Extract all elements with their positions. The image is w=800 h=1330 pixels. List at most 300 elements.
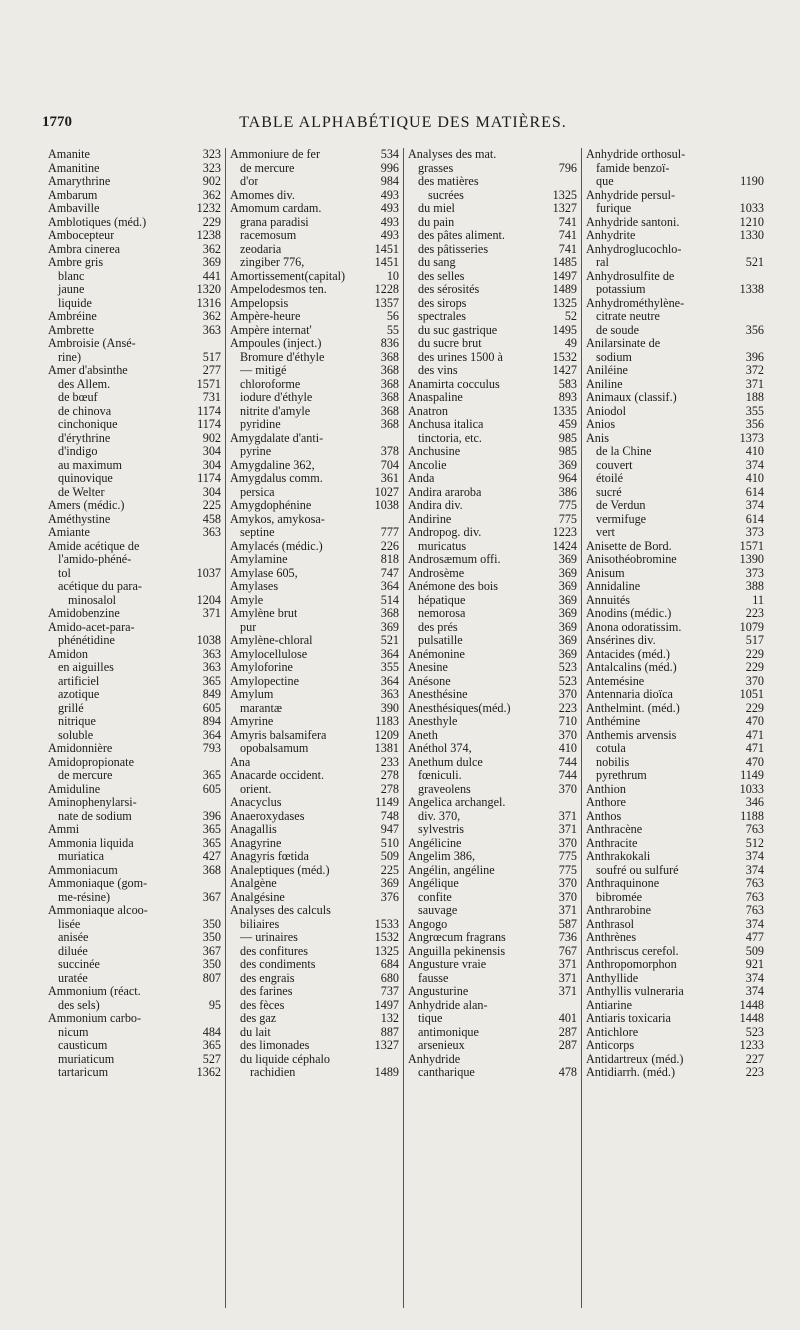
entry-term: Andirine: [408, 512, 452, 526]
index-entry: [586, 148, 764, 162]
index-entry: [230, 486, 399, 500]
entry-term: Anthion: [586, 782, 626, 796]
index-entry: [408, 904, 577, 918]
entry-term: Angelica archangel.: [408, 796, 506, 809]
entry-term: hépatique: [418, 593, 466, 607]
entry-page-ref: 684: [380, 957, 399, 971]
entry-term: muriatica: [58, 850, 105, 863]
entry-term: nicum: [58, 1025, 89, 1039]
index-entry: [586, 243, 764, 257]
entry-term: anisée: [58, 931, 89, 944]
index-entry: [586, 189, 764, 203]
entry-page-ref: 767: [558, 943, 577, 958]
entry-page-ref: 1497: [374, 997, 399, 1012]
entry-term: Antiarine: [586, 998, 633, 1012]
index-entry: [586, 999, 764, 1013]
entry-term: Anthraquinone: [586, 877, 660, 890]
entry-page-ref: 372: [745, 363, 764, 377]
entry-term: Ampoules (inject.): [230, 337, 322, 350]
index-entry: [48, 769, 221, 783]
entry-term: marantæ: [240, 701, 282, 715]
entry-page-ref: 985: [558, 430, 577, 445]
entry-term: Amygdalate d'anti-: [230, 431, 324, 445]
entry-page-ref: 369: [558, 592, 577, 607]
entry-page-ref: 763: [745, 822, 764, 836]
entry-page-ref: 478: [558, 1065, 577, 1079]
entry-page-ref: 374: [745, 984, 764, 998]
index-entry: [230, 999, 399, 1013]
entry-term: Ammi: [48, 823, 80, 836]
entry-term: Analgène: [230, 877, 277, 890]
index-entry: [408, 283, 577, 297]
entry-page-ref: 493: [380, 214, 399, 229]
index-entry: [408, 459, 577, 473]
entry-term: famide benzoï-: [596, 161, 670, 175]
entry-term: vermifuge: [596, 512, 647, 526]
entry-term: que: [596, 175, 614, 188]
index-entry: [48, 621, 221, 635]
index-entry: [230, 648, 399, 662]
entry-page-ref: 1149: [375, 795, 399, 809]
index-entry: [408, 931, 577, 945]
index-entry: [230, 634, 399, 648]
index-entry: [48, 823, 221, 837]
index-entry: [48, 1066, 221, 1080]
entry-page-ref: 1325: [374, 943, 399, 958]
entry-page-ref: 49: [564, 336, 577, 350]
entry-term: Amygdalus comm.: [230, 472, 323, 485]
entry-page-ref: 369: [558, 606, 577, 620]
index-entry: [230, 756, 399, 770]
entry-page-ref: 748: [380, 808, 399, 823]
entry-term: Anthémine: [586, 715, 641, 728]
entry-page-ref: 363: [202, 322, 221, 337]
index-entry: [408, 985, 577, 999]
index-entry: [48, 513, 221, 527]
entry-term: Anacarde occident.: [230, 769, 325, 782]
index-entry: [408, 756, 577, 770]
entry-page-ref: 229: [202, 214, 221, 229]
index-entry: [408, 850, 577, 864]
entry-term: des farines: [240, 985, 293, 998]
index-entry: [230, 810, 399, 824]
index-entry: [48, 1012, 221, 1026]
entry-page-ref: 1174: [197, 403, 221, 418]
index-entry: [230, 391, 399, 405]
index-entry: [586, 202, 764, 216]
entry-page-ref: 887: [380, 1024, 399, 1039]
index-entry: [230, 742, 399, 756]
entry-term: Ammoniaque (gom-: [48, 877, 148, 890]
entry-page-ref: 902: [202, 430, 221, 445]
entry-term: Anagyrine: [230, 836, 282, 850]
entry-page-ref: 605: [202, 781, 221, 796]
entry-term: Anhydride orthosul-: [586, 148, 686, 161]
entry-term: Antemésine: [586, 674, 645, 688]
entry-page-ref: 512: [745, 835, 764, 850]
entry-term: Anona odoratissim.: [586, 620, 682, 634]
entry-term: Amylopectine: [230, 674, 300, 688]
entry-term: causticum: [58, 1039, 108, 1052]
index-entry: [230, 513, 399, 527]
entry-term: Anhydride alan-: [408, 998, 488, 1012]
entry-term: des pâtisseries: [418, 242, 489, 256]
index-entry: [408, 432, 577, 446]
entry-term: sylvestris: [418, 823, 465, 836]
index-entry: [586, 337, 764, 351]
entry-term: Angusture vraie: [408, 958, 487, 971]
entry-term: Antidiarrh. (méd.): [586, 1066, 676, 1079]
entry-page-ref: 370: [558, 876, 577, 890]
entry-term: Anthos: [586, 809, 622, 823]
index-entry: [408, 472, 577, 486]
index-entry: [230, 162, 399, 176]
index-entry: [408, 621, 577, 635]
index-entry: [230, 783, 399, 797]
entry-term: liquide: [58, 296, 92, 310]
entry-page-ref: 1174: [197, 471, 221, 485]
entry-page-ref: 796: [558, 160, 577, 175]
entry-term: azotique: [58, 688, 100, 701]
entry-page-ref: 984: [380, 174, 399, 188]
entry-page-ref: 1038: [374, 498, 399, 512]
index-entry: [408, 675, 577, 689]
entry-term: Angogo: [408, 917, 448, 931]
entry-page-ref: 523: [558, 660, 577, 674]
entry-page-ref: 369: [558, 457, 577, 472]
entry-term: de soude: [596, 323, 639, 337]
entry-page-ref: 614: [745, 511, 764, 526]
entry-page-ref: 534: [380, 148, 399, 161]
index-entry: [230, 324, 399, 338]
entry-term: Anchusa italica: [408, 418, 484, 431]
index-entry: [230, 621, 399, 635]
entry-page-ref: 1037: [196, 565, 221, 580]
entry-term: sucré: [596, 485, 622, 499]
index-entry: [408, 324, 577, 338]
entry-term: cinchonique: [58, 418, 118, 431]
entry-page-ref: 229: [745, 700, 764, 715]
entry-page-ref: 710: [558, 714, 577, 728]
index-entry: [48, 931, 221, 945]
index-entry: [48, 688, 221, 702]
entry-page-ref: 1381: [374, 741, 399, 755]
entry-page-ref: 1357: [374, 295, 399, 310]
entry-term: des pâtes aliment.: [418, 229, 505, 242]
entry-term: des selles: [418, 269, 465, 283]
index-entry: [586, 621, 764, 635]
entry-term: des limonades: [240, 1039, 310, 1052]
entry-page-ref: 369: [558, 646, 577, 661]
index-entry: [586, 472, 764, 486]
index-entry: [408, 580, 577, 594]
entry-page-ref: 363: [380, 687, 399, 701]
index-entry: [48, 1053, 221, 1067]
entry-page-ref: 10: [386, 268, 399, 283]
entry-term: Andropog. div.: [408, 526, 482, 539]
index-entry: [408, 715, 577, 729]
index-entry: [230, 337, 399, 351]
index-entry: [408, 972, 577, 986]
index-entry: [586, 823, 764, 837]
index-entry: [586, 324, 764, 338]
entry-page-ref: 365: [202, 835, 221, 850]
entry-page-ref: 1335: [552, 403, 577, 418]
entry-term: tol: [58, 566, 71, 580]
entry-term: l'amido-phéné-: [58, 553, 132, 566]
entry-page-ref: 737: [380, 984, 399, 998]
index-entry: [48, 675, 221, 689]
entry-term: Amidobenzine: [48, 607, 120, 620]
entry-page-ref: 278: [380, 781, 399, 796]
entry-page-ref: 1330: [739, 228, 764, 242]
entry-term: zeodaria: [240, 242, 282, 256]
index-entry: [586, 715, 764, 729]
index-entry: [586, 702, 764, 716]
entry-page-ref: 365: [202, 1038, 221, 1052]
entry-page-ref: 370: [558, 687, 577, 701]
index-entry: [230, 1012, 399, 1026]
entry-term: Anthrakokali: [586, 850, 651, 863]
index-entry: [586, 391, 764, 405]
index-entry: [586, 796, 764, 810]
entry-term: sucrées: [428, 188, 464, 202]
index-entry: [48, 472, 221, 486]
entry-term: Anthore: [586, 796, 626, 809]
entry-term: rachidien: [250, 1066, 296, 1079]
index-entry: [48, 364, 221, 378]
entry-page-ref: 1316: [196, 295, 221, 310]
entry-page-ref: 1532: [552, 349, 577, 364]
index-entry: [48, 351, 221, 365]
entry-page-ref: 1489: [374, 1065, 399, 1079]
entry-term: div. 370,: [418, 809, 461, 823]
entry-page-ref: 1174: [197, 417, 221, 431]
entry-term: Amomes div.: [230, 188, 295, 202]
entry-page-ref: 1571: [196, 376, 221, 391]
index-entry: [230, 823, 399, 837]
index-entry: [230, 202, 399, 216]
entry-page-ref: 736: [558, 930, 577, 944]
entry-page-ref: 369: [558, 565, 577, 580]
entry-page-ref: 947: [380, 822, 399, 836]
index-entry: [408, 216, 577, 230]
index-entry: [230, 364, 399, 378]
entry-page-ref: 523: [745, 1024, 764, 1039]
index-entry: [230, 837, 399, 851]
entry-page-ref: 56: [386, 309, 399, 323]
entry-page-ref: 368: [380, 376, 399, 391]
entry-term: Anémone des bois: [408, 580, 499, 593]
index-entry: [48, 958, 221, 972]
index-entry: [586, 310, 764, 324]
index-entry: [230, 526, 399, 540]
entry-term: Anthrarobine: [586, 904, 651, 917]
index-entry: [48, 202, 221, 216]
entry-term: Andira div.: [408, 499, 463, 512]
index-entry: [48, 553, 221, 567]
index-entry: [48, 540, 221, 554]
entry-page-ref: 807: [202, 970, 221, 985]
index-entry: [586, 1053, 764, 1067]
entry-page-ref: 763: [745, 903, 764, 917]
entry-page-ref: 369: [380, 619, 399, 634]
index-entry: [408, 148, 577, 162]
index-columns: [44, 148, 768, 1308]
entry-page-ref: 1338: [739, 282, 764, 296]
index-entry: [230, 310, 399, 324]
index-entry: [408, 810, 577, 824]
index-entry: [48, 864, 221, 878]
entry-term: Anacyclus: [230, 796, 282, 809]
entry-term: Androsème: [408, 566, 465, 580]
entry-page-ref: 614: [745, 484, 764, 499]
entry-term: Amomum cardam.: [230, 202, 322, 215]
index-entry: [586, 850, 764, 864]
entry-page-ref: 1033: [739, 781, 764, 796]
entry-term: spectrales: [418, 310, 467, 323]
entry-page-ref: 356: [745, 417, 764, 431]
index-entry: [586, 904, 764, 918]
index-entry: [48, 918, 221, 932]
index-entry: [408, 661, 577, 675]
index-entry: [586, 553, 764, 567]
entry-term: d'indigo: [58, 445, 98, 458]
index-entry: [230, 931, 399, 945]
entry-term: Anéthol 374,: [408, 742, 472, 755]
entry-page-ref: 368: [380, 390, 399, 404]
entry-term: Améthystine: [48, 512, 111, 526]
entry-term: Andira araroba: [408, 485, 482, 499]
entry-term: Amyrine: [230, 715, 274, 728]
entry-term: Anguilla pekinensis: [408, 944, 506, 958]
entry-term: nate de sodium: [58, 809, 132, 823]
entry-term: grillé: [58, 701, 84, 715]
entry-term: nitrite d'amyle: [240, 404, 311, 418]
entry-page-ref: 704: [380, 457, 399, 472]
entry-page-ref: 390: [380, 700, 399, 715]
entry-page-ref: 369: [558, 619, 577, 634]
index-entry: [586, 526, 764, 540]
entry-term: Antiaris toxicaria: [586, 1012, 671, 1025]
entry-term: Anhydride santoni.: [586, 215, 680, 229]
page-header: [42, 114, 764, 138]
entry-page-ref: 367: [202, 943, 221, 958]
index-entry: [48, 945, 221, 959]
index-entry: [48, 796, 221, 810]
index-entry: [230, 148, 399, 162]
entry-page-ref: 459: [558, 417, 577, 431]
entry-term: Aneth: [408, 728, 438, 742]
entry-term: Antennaria dioïca: [586, 688, 673, 701]
index-entry: [48, 445, 221, 459]
index-entry: [408, 364, 577, 378]
entry-page-ref: 369: [558, 633, 577, 647]
entry-page-ref: 509: [380, 849, 399, 863]
entry-term: Anthracène: [586, 823, 643, 836]
entry-term: succinée: [58, 958, 100, 971]
entry-term: Antalcalins (méd.): [586, 661, 677, 674]
index-entry: [230, 256, 399, 270]
index-column-4: [581, 148, 768, 1308]
entry-term: Angélin, angéline: [408, 863, 495, 877]
entry-page-ref: 921: [745, 957, 764, 971]
index-entry: [48, 405, 221, 419]
index-entry: [586, 891, 764, 905]
entry-page-ref: 376: [380, 889, 399, 904]
entry-page-ref: 11: [752, 592, 764, 607]
index-entry: [48, 310, 221, 324]
entry-page-ref: 355: [380, 660, 399, 674]
entry-term: étoilé: [596, 472, 624, 485]
index-entry: [408, 567, 577, 581]
entry-page-ref: 1228: [374, 282, 399, 296]
entry-term: du sucre brut: [418, 337, 482, 350]
entry-term: Anios: [586, 418, 616, 431]
index-entry: [230, 567, 399, 581]
entry-term: Ammoniure de fer: [230, 148, 321, 161]
entry-page-ref: 188: [745, 390, 764, 404]
entry-term: soluble: [58, 728, 94, 742]
entry-page-ref: 371: [558, 903, 577, 917]
entry-term: Ambaville: [48, 202, 100, 215]
index-entry: [230, 945, 399, 959]
index-entry: [230, 553, 399, 567]
entry-term: Amylène brut: [230, 607, 298, 620]
entry-page-ref: 223: [745, 606, 764, 620]
index-entry: [48, 418, 221, 432]
index-entry: [48, 189, 221, 203]
entry-term: des engrais: [240, 971, 295, 985]
index-entry: [586, 985, 764, 999]
entry-page-ref: 368: [380, 606, 399, 620]
entry-page-ref: 471: [745, 727, 764, 742]
entry-term: des Allem.: [58, 377, 111, 391]
index-entry: [408, 189, 577, 203]
entry-page-ref: 132: [380, 1011, 399, 1025]
entry-term: Anagallis: [230, 823, 277, 836]
entry-term: des gaz: [240, 1012, 277, 1025]
entry-term: Amylocellulose: [230, 647, 308, 661]
index-entry: [408, 607, 577, 621]
index-entry: [230, 850, 399, 864]
entry-page-ref: 1204: [196, 592, 221, 607]
entry-page-ref: 1533: [374, 916, 399, 931]
index-entry: [230, 1053, 399, 1067]
entry-term: de Welter: [58, 485, 105, 499]
index-entry: [408, 310, 577, 324]
index-entry: [586, 283, 764, 297]
entry-page-ref: 1325: [552, 295, 577, 310]
entry-term: nemorosa: [418, 607, 466, 620]
entry-term: Ammonia liquida: [48, 836, 134, 850]
entry-page-ref: 1209: [374, 727, 399, 742]
entry-term: des vins: [418, 364, 458, 377]
entry-term: Amidopropionate: [48, 755, 134, 769]
entry-term: Anisothéobromine: [586, 553, 677, 566]
entry-page-ref: 374: [745, 457, 764, 472]
index-entry: [408, 783, 577, 797]
entry-term: Angusturine: [408, 985, 469, 998]
entry-page-ref: 583: [558, 376, 577, 391]
entry-page-ref: 362: [202, 241, 221, 256]
entry-page-ref: 374: [745, 862, 764, 877]
entry-term: Amyloforine: [230, 661, 293, 674]
entry-page-ref: 364: [202, 727, 221, 742]
index-entry: [48, 148, 221, 162]
index-entry: [586, 634, 764, 648]
index-column-2: [225, 148, 403, 1308]
